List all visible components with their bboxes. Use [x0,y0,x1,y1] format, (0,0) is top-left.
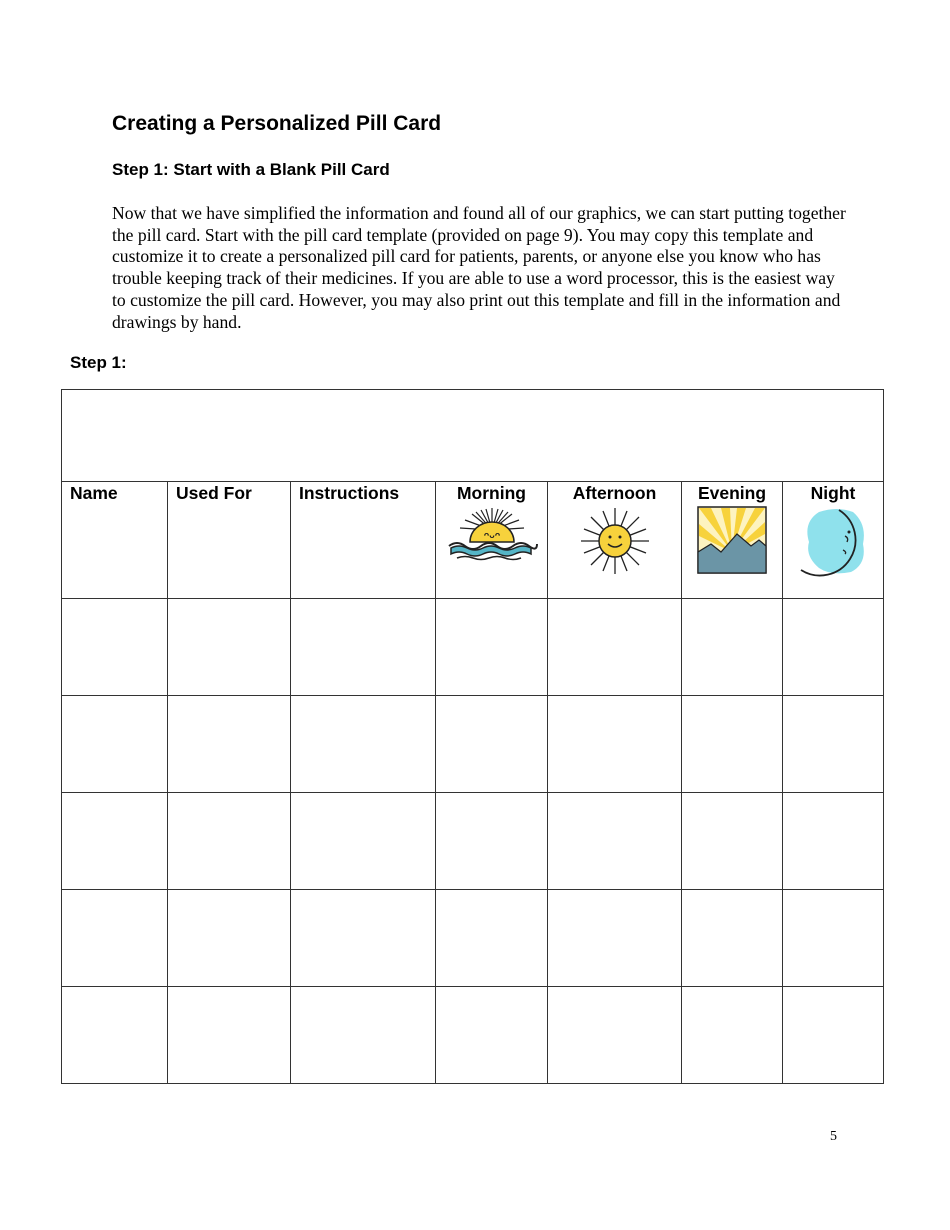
table-cell[interactable] [62,599,168,696]
table-cell[interactable] [682,696,783,793]
table-cell[interactable] [783,696,884,793]
table-cell[interactable] [436,599,548,696]
table-cell[interactable] [291,696,436,793]
column-header-morning: Morning [456,483,526,503]
column-header-used-for: Used For [176,483,252,503]
body-paragraph: Now that we have simplified the information and found all of our graphics, we can start putting together the pill card. Start with the pill card template (provided on page 9). You may copy this template and customize it to create a personalized pill card for patients, parents, or anyone else you know who has trouble keeping track of their medicines. If you are able to use a word processor, this is the easiest way to customize the pill card. However, you may also print out this template and fill in the information and drawings by hand. [112,203,846,332]
header-cell-instructions [291,482,436,599]
table-row [62,890,884,987]
table-cell[interactable] [783,987,884,1084]
header-cell-night [783,482,884,599]
table-cell[interactable] [548,890,682,987]
table-cell[interactable] [436,987,548,1084]
header-cell-morning [436,482,548,599]
table-cell[interactable] [168,696,291,793]
pill-card-title-cell[interactable] [62,390,884,482]
table-cell[interactable] [168,599,291,696]
column-header-night: Night [810,483,856,503]
table-cell[interactable] [548,793,682,890]
column-header-name: Name [70,483,118,503]
smiling-sun-icon [577,506,653,576]
header-row [62,482,884,599]
table-cell[interactable] [291,793,436,890]
header-cell-used-for [168,482,291,599]
sunset-mountains-icon [697,506,767,574]
table-cell[interactable] [548,599,682,696]
crescent-moon-icon [797,506,869,578]
table-cell[interactable] [291,599,436,696]
table-cell[interactable] [682,793,783,890]
table-row [62,987,884,1084]
table-row [62,696,884,793]
header-cell-name [62,482,168,599]
table-cell[interactable] [291,890,436,987]
table-cell[interactable] [783,890,884,987]
column-header-instructions: Instructions [299,483,400,503]
table-cell[interactable] [548,987,682,1084]
step-heading: Step 1: Start with a Blank Pill Card [112,160,390,179]
table-cell[interactable] [62,890,168,987]
svg-text:ᴖᴗᴖ: ᴖᴗᴖ [483,530,500,540]
column-header-evening: Evening [697,483,767,503]
table-row [62,599,884,696]
page-title: Creating a Personalized Pill Card [112,112,442,135]
table-cell[interactable] [436,696,548,793]
table-cell[interactable] [62,987,168,1084]
table-cell[interactable] [548,696,682,793]
table-cell[interactable] [291,987,436,1084]
table-cell[interactable] [682,987,783,1084]
table-cell[interactable] [436,793,548,890]
header-cell-evening [682,482,783,599]
table-cell[interactable] [436,890,548,987]
table-cell[interactable] [168,793,291,890]
table-cell[interactable] [783,793,884,890]
step-label: Step 1: [70,353,127,372]
table-cell[interactable] [168,890,291,987]
table-cell[interactable] [682,890,783,987]
page-number: 5 [830,1129,837,1144]
header-cell-afternoon [548,482,682,599]
sunrise-over-water-icon [445,506,539,564]
column-header-afternoon: Afternoon [572,483,657,503]
pill-card-table [61,389,884,1084]
table-cell[interactable] [168,987,291,1084]
table-row [62,793,884,890]
table-cell[interactable] [682,599,783,696]
table-cell[interactable] [783,599,884,696]
table-cell[interactable] [62,793,168,890]
pill-card-title-row [62,390,884,482]
table-cell[interactable] [62,696,168,793]
